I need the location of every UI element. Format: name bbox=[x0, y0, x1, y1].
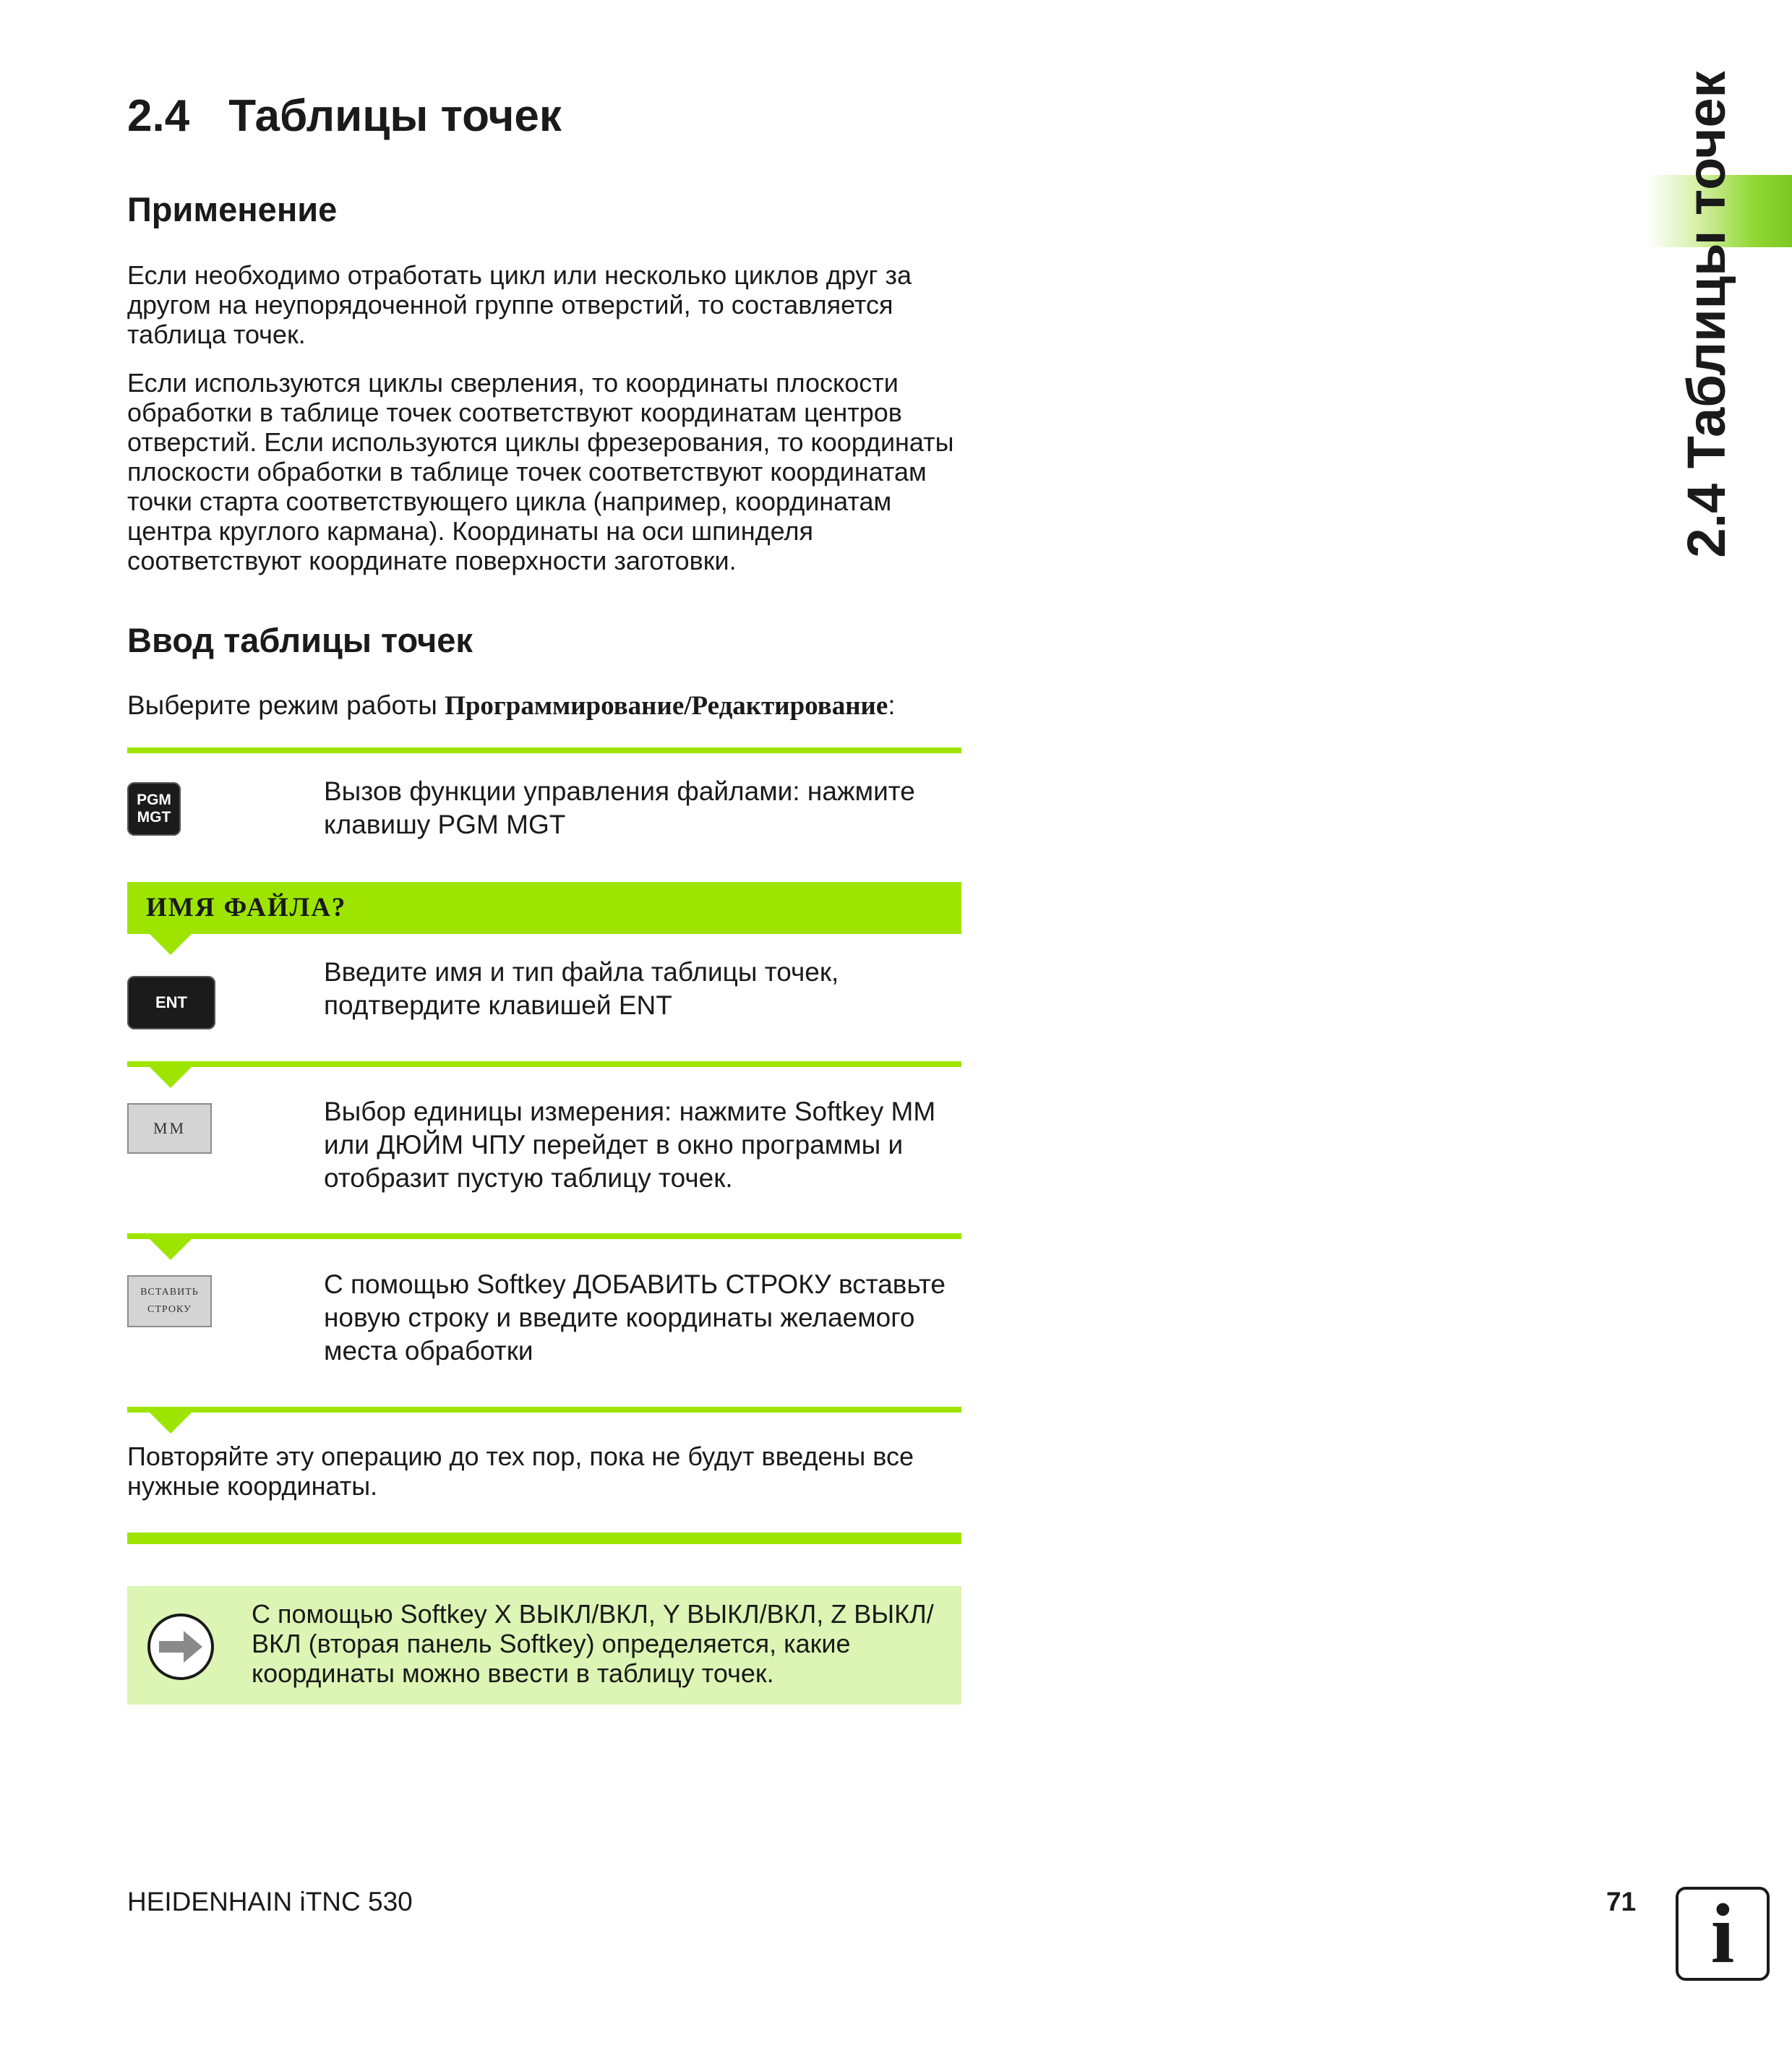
repeat-instruction: Повторяйте эту операцию до тех пор, пока не будут введены все нужные координаты. bbox=[127, 1441, 914, 1501]
info-icon: i bbox=[1676, 1887, 1770, 1981]
side-chapter-title: 2.4 Таблицы точек bbox=[1676, 71, 1736, 558]
step-divider bbox=[127, 1407, 961, 1413]
note-box bbox=[127, 1586, 961, 1705]
step-text-ent: Введите имя и тип файла таблицы точек, подтвердите клавишей ENT bbox=[324, 957, 839, 1020]
step-text-insert: С помощью Softkey ДОБАВИТЬ СТРОКУ вставьте новую строку и введите координаты желаемого места обработки bbox=[324, 1269, 946, 1366]
paragraph: Если необходимо отработать цикл или несколько циклов друг за другом на неупорядоченной группе отверстий, то составляется таблица точек. bbox=[127, 260, 912, 349]
step-text-pgm: Вызов функции управления файлами: нажмите клавишу PGM MGT bbox=[324, 776, 915, 839]
footer-product: HEIDENHAIN iTNC 530 bbox=[127, 1887, 413, 1916]
section-title-application: Применение bbox=[127, 190, 338, 228]
step-arrow bbox=[149, 933, 192, 955]
step-divider bbox=[127, 1061, 961, 1067]
section-application-body bbox=[127, 260, 966, 594]
step-divider bbox=[127, 1233, 961, 1239]
note-text: С помощью Softkey X ВЫКЛ/ВКЛ, Y ВЫКЛ/ВКЛ, Z ВЫКЛ/ВКЛ (вторая панель Softkey) определяется, какие координаты можно ввести в таблицу точек. bbox=[252, 1599, 934, 1688]
step-arrow bbox=[149, 1412, 192, 1434]
page-heading bbox=[127, 90, 562, 142]
dialog-prompt-bar bbox=[127, 882, 961, 934]
step-arrow bbox=[149, 1238, 192, 1260]
page-number: 71 bbox=[1606, 1887, 1637, 1916]
dialog-prompt-text: ИМЯ ФАЙЛА? bbox=[146, 893, 347, 922]
section-end-bar bbox=[127, 1533, 961, 1544]
mode-instruction: Выберите режим работы Программирование/Редактирование: bbox=[127, 690, 896, 721]
pgm-mgt-key[interactable]: PGM MGT bbox=[127, 782, 181, 836]
step-arrow bbox=[149, 1066, 192, 1088]
mode-name: Программирование/Редактирование bbox=[445, 691, 888, 721]
insert-line-softkey[interactable]: ВСТАВИТЬ СТРОКУ bbox=[127, 1275, 212, 1327]
ent-key[interactable]: ENT bbox=[127, 976, 215, 1029]
arrow-right-icon bbox=[146, 1612, 215, 1681]
step-text-mm: Выбор единицы измерения: нажмите Softkey MM или ДЮЙМ ЧПУ перейдет в окно программы и отобразит пустую таблицу точек. bbox=[324, 1097, 936, 1193]
step-divider bbox=[127, 747, 961, 753]
heading-number: 2.4 bbox=[127, 91, 190, 141]
section-title-input: Ввод таблицы точек bbox=[127, 621, 473, 659]
mm-softkey[interactable]: MM bbox=[127, 1103, 212, 1154]
paragraph: Если используются циклы сверления, то координаты плоскости обработки в таблице точек соответствуют координатам центров отверстий. Если используются циклы фрезерования, то координаты плоскости обработки в таблице точек соответствуют координатам точки старта соответствующего цикла (например, координатам центра круглого кармана). Координаты на оси шпинделя соответствуют координате поверхности заготовки. bbox=[127, 368, 954, 575]
heading-title: Таблицы точек bbox=[228, 91, 562, 141]
